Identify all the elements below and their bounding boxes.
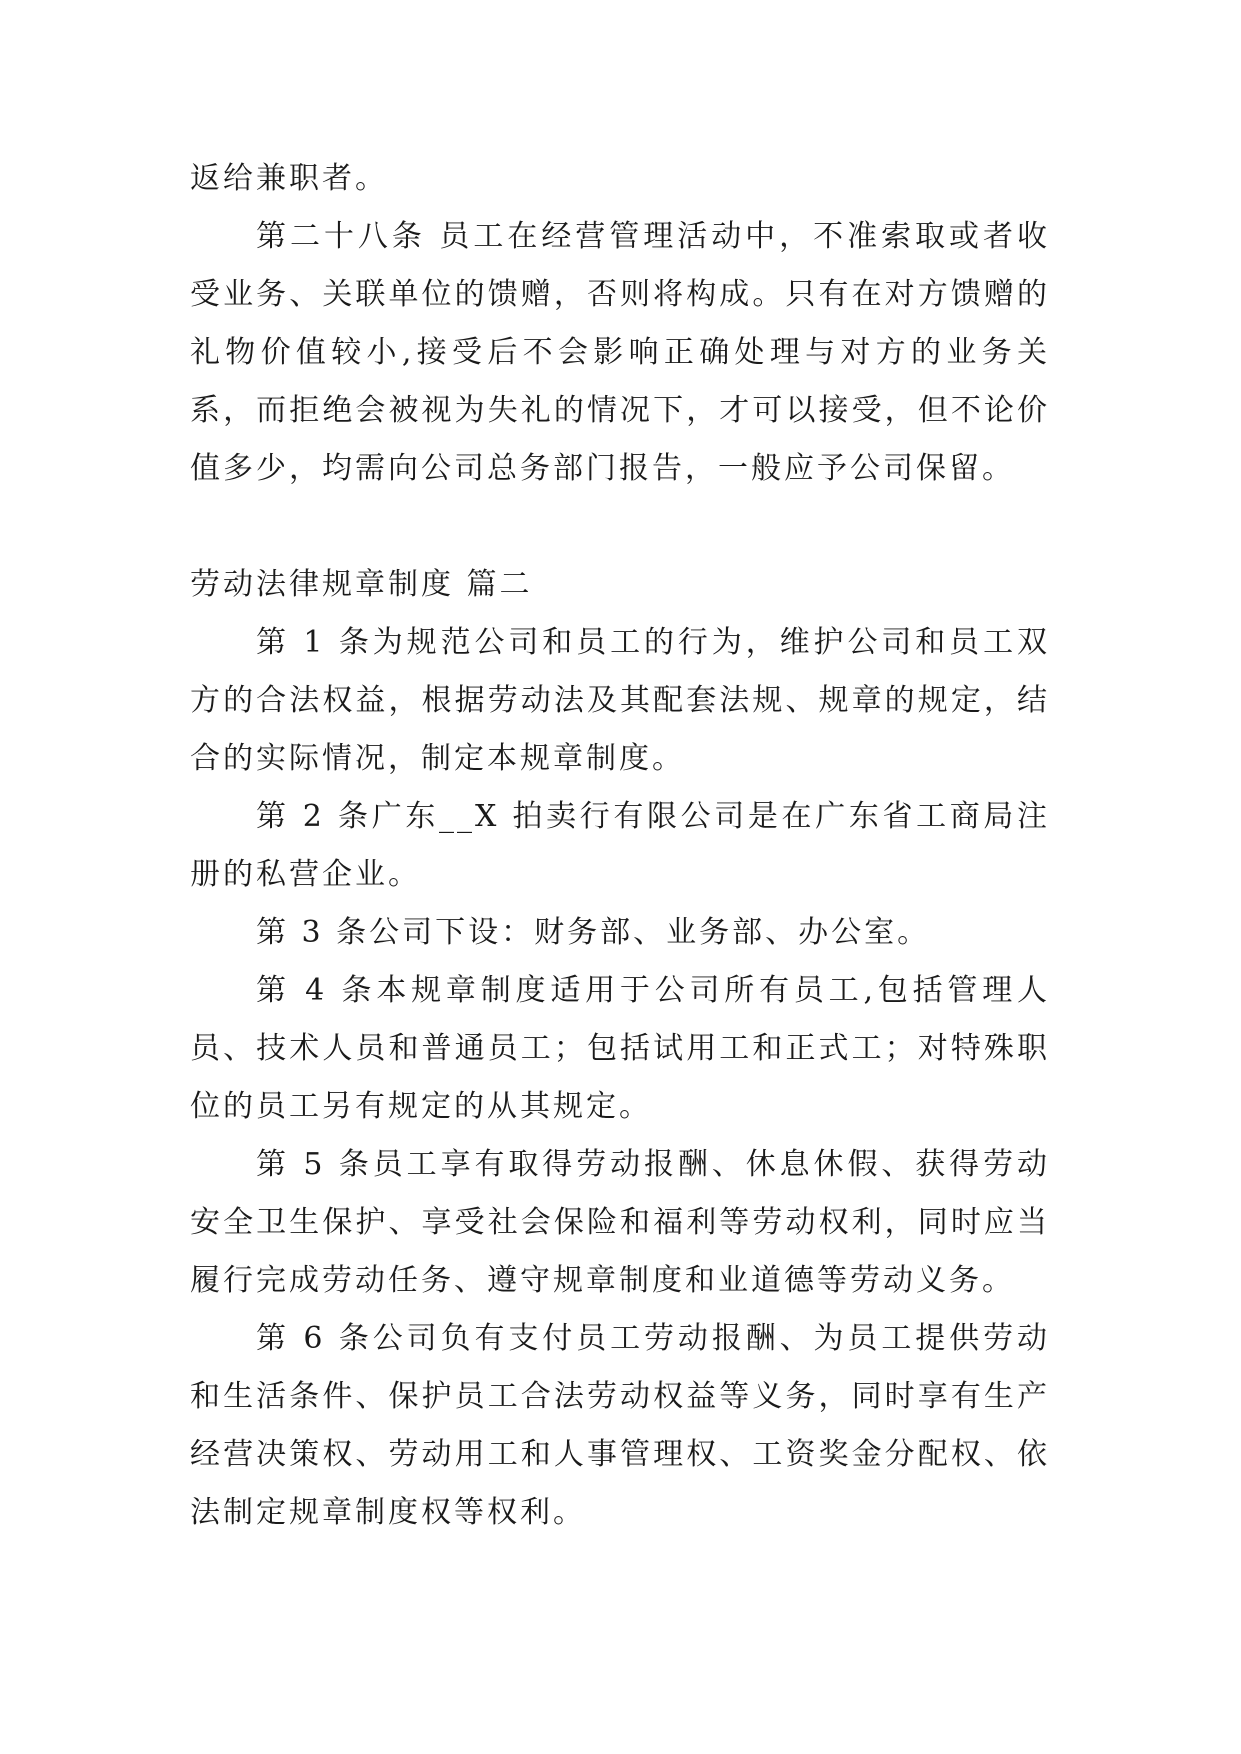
paragraph-continuation: 返给兼职者。 — [190, 161, 388, 196]
paragraph-article-4: 第 4 条本规章制度适用于公司所有员工,包括管理人员、技术人员和普通员工；包括试用工和正式工；对特殊职位的员工另有规定的从其规定。 — [190, 973, 1050, 1124]
paragraph-article-1: 第 1 条为规范公司和员工的行为，维护公司和员工双方的合法权益，根据劳动法及其配套法规、规章的规定，结合的实际情况，制定本规章制度。 — [190, 625, 1050, 776]
paragraph-article-5: 第 5 条员工享有取得劳动报酬、休息休假、获得劳动安全卫生保护、享受社会保险和福利等劳动权利，同时应当履行完成劳动任务、遵守规章制度和业道德等劳动义务。 — [190, 1147, 1050, 1298]
paragraph-article-2: 第 2 条广东__X 拍卖行有限公司是在广东省工商局注册的私营企业。 — [190, 799, 1050, 892]
paragraph-article-3: 第 3 条公司下设：财务部、业务部、办公室。 — [256, 915, 931, 950]
paragraph-article-6: 第 6 条公司负有支付员工劳动报酬、为员工提供劳动和生活条件、保护员工合法劳动权益等义务，同时享有生产经营决策权、劳动用工和人事管理权、工资奖金分配权、依法制定规章制度权等权利。 — [190, 1321, 1050, 1530]
paragraph-article-28: 第二十八条 员工在经营管理活动中，不准索取或者收受业务、关联单位的馈赠，否则将构成。只有在对方馈赠的礼物价值较小,接受后不会影响正确处理与对方的业务关系，而拒绝会被视为失礼的情况下，才可以接受，但不论价值多少，均需向公司总务部门报告，一般应予公司保留。 — [190, 219, 1050, 486]
document-body — [190, 150, 1050, 1542]
section-title: 劳动法律规章制度 篇二 — [190, 567, 533, 602]
